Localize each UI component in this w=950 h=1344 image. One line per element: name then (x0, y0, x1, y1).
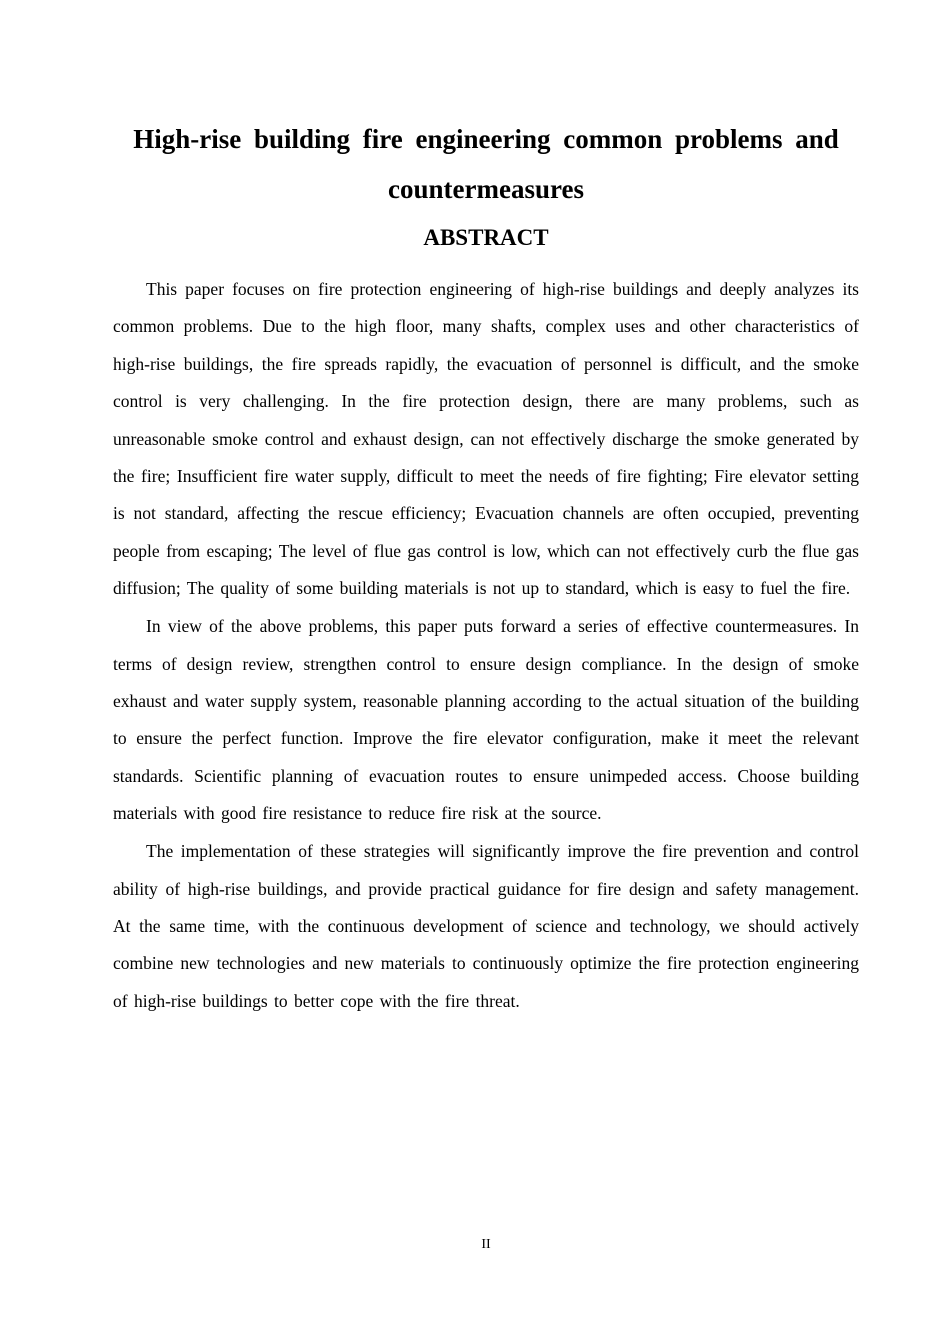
abstract-paragraph-3: The implementation of these strategies will significantly improve the fire prevention and control ability of high-rise buildings, and provide practical guidance for fire design and safety management. At the same time, with the continuous development of science and technology, we should actively combine new technologies and new materials to continuously optimize the fire protection engineering of high-rise buildings to better cope with the fire threat. (113, 841, 859, 1011)
abstract-heading: ABSTRACT (423, 225, 549, 250)
abstract-paragraph-2: In view of the above problems, this paper puts forward a series of effective countermeasures. In terms of design review, strengthen control to ensure design compliance. In the design of smoke exhaust and water supply system, reasonable planning according to the actual situation of the building to ensure the perfect function. Improve the fire elevator configuration, make it meet the relevant standards. Scientific planning of evacuation routes to ensure unimpeded access. Choose building materials with good fire resistance to reduce fire risk at the source. (113, 616, 859, 824)
document-title: High-rise building fire engineering common problems and countermeasures (133, 124, 839, 204)
page-number: II (481, 1237, 491, 1252)
abstract-body (113, 271, 859, 1021)
abstract-paragraph-1: This paper focuses on fire protection engineering of high-rise buildings and deeply analyzes its common problems. Due to the high floor, many shafts, complex uses and other characteristics of high-rise buildings, the fire spreads rapidly, the evacuation of personnel is difficult, and the smoke control is very challenging. In the fire protection design, there are many problems, such as unreasonable smoke control and exhaust design, can not effectively discharge the smoke generated by the fire; Insufficient fire water supply, difficult to meet the needs of fire fighting; Fire elevator setting is not standard, affecting the rescue efficiency; Evacuation channels are often occupied, preventing people from escaping; The level of flue gas control is low, which can not effectively curb the flue gas diffusion; The quality of some building materials is not up to standard, which is easy to fuel the fire. (113, 279, 859, 599)
